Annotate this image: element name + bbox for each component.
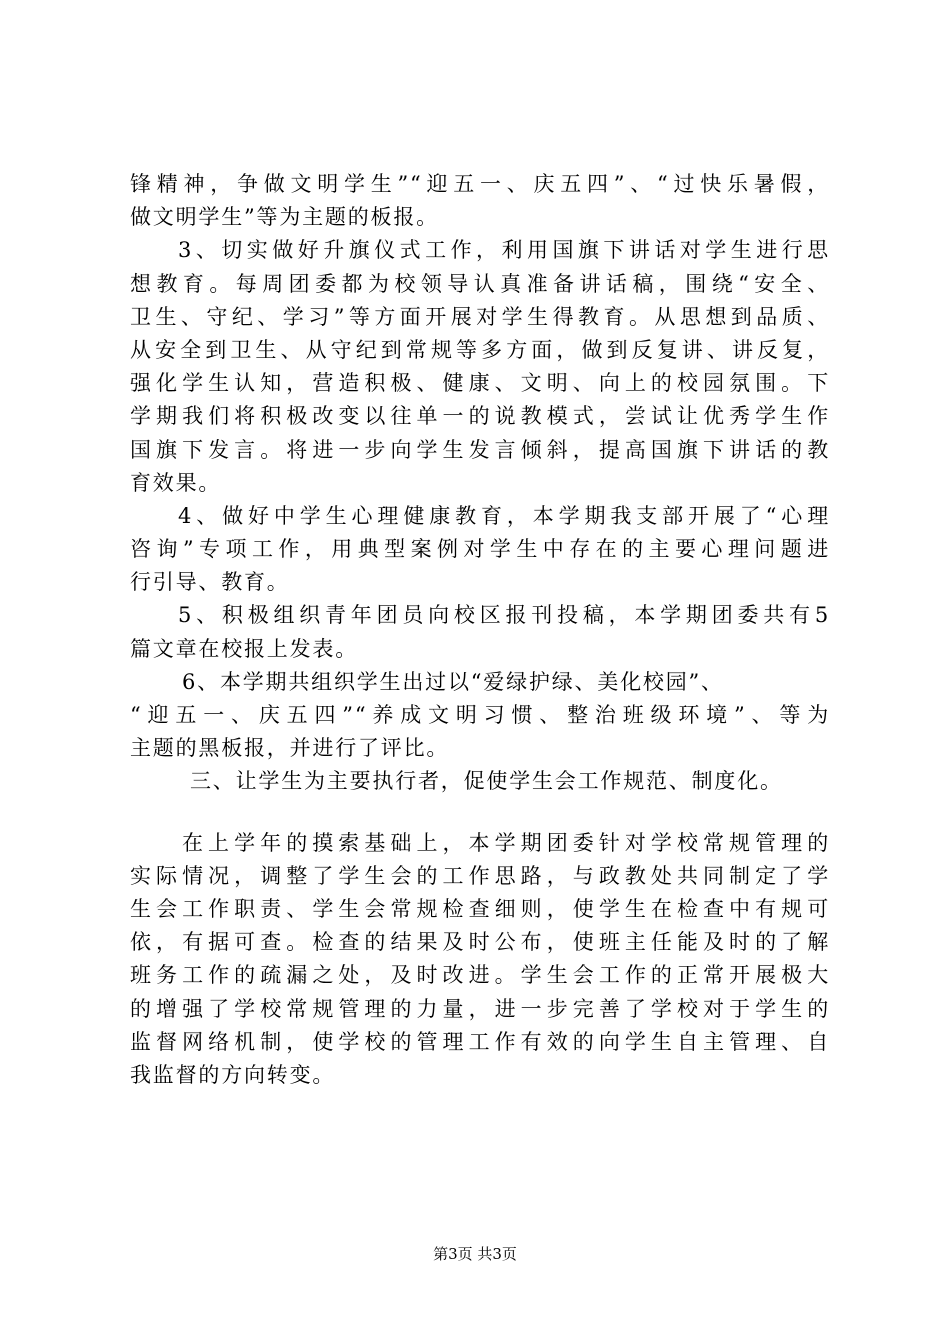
text-line: 我监督的方向转变。 [130,1062,336,1087]
text-line: 想教育。每周团委都为校领导认真准备讲话稿，围绕“安全、 [130,271,830,296]
text-line: 3、切实做好升旗仪式工作，利用国旗下讲话对学生进行思 [178,238,830,263]
text-line: 篇文章在校报上发表。 [130,636,358,661]
text-line: 主题的黑板报，并进行了评比。 [130,736,450,761]
document-body [130,168,830,1092]
text-line: 强化学生认知，营造积极、健康、文明、向上的校园氛围。下 [130,371,830,396]
text-line: 从安全到卫生、从守纪到常规等多方面，做到反复讲、讲反复， [130,337,830,362]
text-line: 学期我们将积极改变以往单一的说教模式，尝试让优秀学生作 [130,404,830,429]
text-line: 行引导、教育。 [130,570,290,595]
text-line: 卫生、守纪、学习”等方面开展对学生得教育。从思想到品质、 [130,304,830,329]
text-line: 实际情况，调整了学生会的工作思路，与政教处共同制定了学 [130,863,830,888]
text-line: “迎五一、庆五四”“养成文明习惯、整治班级环境”、等为 [130,703,830,727]
text-line: 班务工作的疏漏之处，及时改进。学生会工作的正常开展极大 [130,963,830,988]
text-line: 依，有据可查。检查的结果及时公布，使班主任能及时的了解 [130,930,830,955]
text-line: 生会工作职责、学生会常规检查细则，使学生在检查中有规可 [130,896,830,921]
text-line: 6、本学期共组织学生出过以“爱绿护绿、美化校园”、 [182,669,724,694]
text-line: 做文明学生”等为主题的板报。 [130,205,439,230]
text-line: 在上学年的摸索基础上，本学期团委针对学校常规管理的 [182,830,830,855]
text-line: 锋精神，争做文明学生”“迎五一、庆五四”、“过快乐暑假， [130,172,830,196]
page-footer: 第3页 共3页 [433,1245,517,1263]
text-line: 国旗下发言。将进一步向学生发言倾斜，提高国旗下讲话的教 [130,437,830,462]
text-line: 咨询”专项工作，用典型案例对学生中存在的主要心理问题进 [130,537,830,562]
text-line: 4、做好中学生心理健康教育，本学期我支部开展了“心理 [178,503,830,528]
text-line: 监督网络机制，使学校的管理工作有效的向学生自主管理、自 [130,1029,830,1054]
text-line: 育效果。 [130,470,222,495]
text-line: 的增强了学校常规管理的力量，进一步完善了学校对于学生的 [130,996,830,1021]
text-line: 5、积极组织青年团员向校区报刊投稿，本学期团委共有5 [178,603,830,628]
section-heading: 三、让学生为主要执行者，促使学生会工作规范、制度化。 [190,769,783,794]
